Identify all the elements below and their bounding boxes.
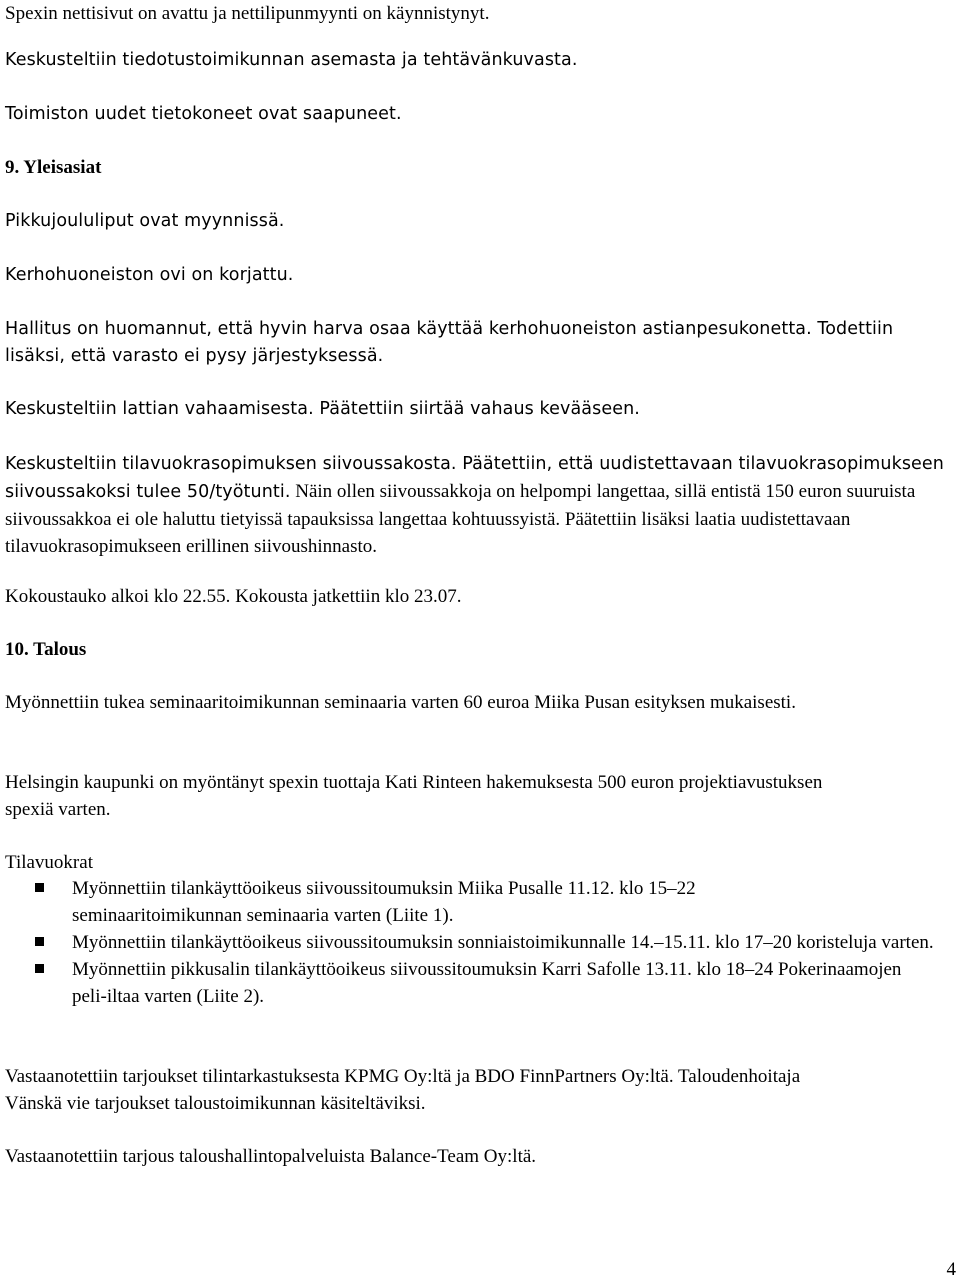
list-item-text: Myönnettiin tilankäyttöoikeus siivoussitoumuksin sonniaistoimikunnalle 14.–15.11. klo 17–20 koristeluja varten.: [72, 932, 934, 953]
paragraph-projektiavustus: Helsingin kaupunki on myöntänyt spexin tuottaja Kati Rinteen hakemuksesta 500 euron projektiavustuksen spexiä varten.: [5, 772, 823, 820]
paragraph-siivoussakko-part2: Näin ollen siivoussakkoja on helpompi langettaa, sillä entistä 150 euron suuruista siivoussakkoa ei ole haluttu tietyissä tapauksissa langettaa kohtuussyistä. Päätettiin lisäksi laatia uudistettavaan tilavuokrasopimukseen erillinen siivoushinnasto.: [5, 481, 916, 557]
paragraph-siivoussakko-part1: Keskusteltiin tilavuokrasopimuksen siivoussakosta. Päätettiin, että uudistettavaan tilavuokrasopimukseen siivoussakoksi tulee 50/työtunti.: [5, 454, 944, 502]
paragraph-tiedotustoimikunta: Keskusteltiin tiedotustoimikunnan asemasta ja tehtävänkuvasta.: [5, 50, 578, 70]
heading-talous: 10. Talous: [5, 639, 87, 660]
tilavuokrat-list: [5, 875, 955, 1010]
list-item-text: Myönnettiin pikkusalin tilankäyttöoikeus siivoussitoumuksin Karri Safolle 13.11. klo 18–24 Pokerinaamojen peli-iltaa varten (Liite 2).: [72, 959, 902, 1007]
paragraph-siivoussakko: [5, 450, 955, 560]
paragraph-ovi-korjattu: Kerhohuoneiston ovi on korjattu.: [5, 265, 294, 285]
square-bullet-icon: [35, 937, 44, 946]
paragraph-tietokoneet: Toimiston uudet tietokoneet ovat saapuneet.: [5, 104, 402, 124]
paragraph-pikkujoululiput: Pikkujoululiput ovat myynnissä.: [5, 211, 285, 231]
list-item: [5, 956, 932, 1010]
paragraph-tilintarkastus: Vastaanotettiin tarjoukset tilintarkastuksesta KPMG Oy:ltä ja BDO FinnPartners Oy:ltä. Taloudenhoitaja Vänskä vie tarjoukset taloustoimikunnan käsiteltäviksi.: [5, 1066, 801, 1114]
list-item-text: Myönnettiin tilankäyttöoikeus siivoussitoumuksin Miika Pusalle 11.12. klo 15–22 seminaaritoimikunnan seminaaria varten (Liite 1).: [72, 878, 696, 926]
list-item: [5, 929, 955, 956]
heading-yleisasiat: 9. Yleisasiat: [5, 157, 102, 178]
square-bullet-icon: [35, 964, 44, 973]
paragraph-lattian-vahaus: Keskusteltiin lattian vahaamisesta. Päätettiin siirtää vahaus kevääseen.: [5, 399, 640, 419]
paragraph-kokoustauko: Kokoustauko alkoi klo 22.55. Kokousta jatkettiin klo 23.07.: [5, 586, 462, 607]
paragraph-spexin-nettisivut: Spexin nettisivut on avattu ja nettilipunmyynti on käynnistynyt.: [5, 3, 490, 24]
paragraph-seminaari-tuki: Myönnettiin tukea seminaaritoimikunnan seminaaria varten 60 euroa Miika Pusan esityksen mukaisesti.: [5, 692, 796, 713]
paragraph-taloushallinto: Vastaanotettiin tarjous taloushallintopalveluista Balance-Team Oy:ltä.: [5, 1146, 537, 1167]
page-number: 4: [946, 1259, 956, 1280]
paragraph-astianpesukone: Hallitus on huomannut, että hyvin harva osaa käyttää kerhohuoneiston astianpesukonetta. Todettiin lisäksi, että varasto ei pysy järjestyksessä.: [5, 319, 894, 366]
square-bullet-icon: [35, 883, 44, 892]
list-item: [5, 875, 852, 929]
paragraph-tilavuokrat: Tilavuokrat: [5, 852, 93, 873]
